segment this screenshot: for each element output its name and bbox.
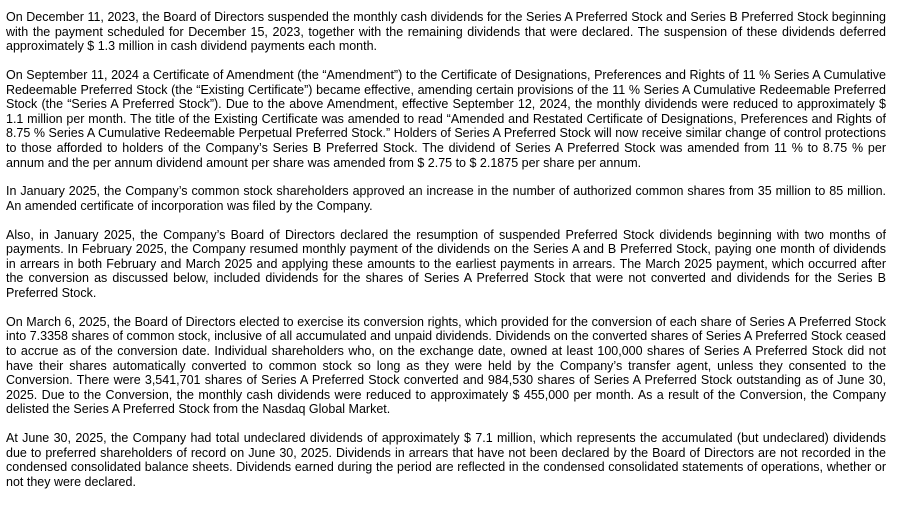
paragraph-dividend-suspension: On December 11, 2023, the Board of Directors suspended the monthly cash dividends for the Series A Preferred Stock and Series B Preferred Stock beginning with the payment scheduled for December 15, 2023, together with the remaining dividends that were declared. The suspension of these dividends deferred approximately $ 1.3 million in cash dividend payments each month. — [6, 10, 886, 54]
document-body — [6, 10, 886, 504]
paragraph-authorized-shares: In January 2025, the Company’s common stock shareholders approved an increase in the number of authorized common shares from 35 million to 85 million. An amended certificate of incorporation was filed by the Company. — [6, 184, 886, 213]
paragraph-certificate-amendment: On September 11, 2024 a Certificate of Amendment (the “Amendment”) to the Certificate of Designations, Preferences and Rights of 11 % Series A Cumulative Redeemable Preferred Stock (the “Existing Certificate”) became effective, amending certain provisions of the 11 % Series A Cumulative Redeemable Preferred Stock (the “Series A Preferred Stock”). Due to the above Amendment, effective September 12, 2024, the monthly dividends were reduced to approximately $ 1.1 million per month. The title of the Existing Certificate was amended to read “Amended and Restated Certificate of Designations, Preferences and Rights of 8.75 % Series A Cumulative Redeemable Perpetual Preferred Stock.” Holders of Series A Preferred Stock will now receive similar change of control protections to those afforded to holders of the Company’s Series B Preferred Stock. The dividend of Series A Preferred Stock was amended from 11 % to 8.75 % per annum and the per annum dividend amount per share was amended from $ 2.75 to $ 2.1875 per share per annum. — [6, 67, 886, 170]
paragraph-dividend-resumption: Also, in January 2025, the Company’s Board of Directors declared the resumption of suspended Preferred Stock dividends beginning with two months of payments. In February 2025, the Company resumed monthly payment of the dividends on the Series A and B Preferred Stock, paying one month of dividends in arrears in both February and March 2025 and applying these amounts to the earliest payments in arrears. The March 2025 payment, which occurred after the conversion as discussed below, included dividends for the shares of Series A Preferred Stock that were not converted and dividends for the Series B Preferred Stock. — [6, 227, 886, 301]
paragraph-conversion: On March 6, 2025, the Board of Directors elected to exercise its conversion rights, which provided for the conversion of each share of Series A Preferred Stock into 7.3358 shares of common stock, inclusive of all accumulated and unpaid dividends. Dividends on the converted shares of Series A Preferred Stock ceased to accrue as of the conversion date. Individual shareholders who, on the exchange date, owned at least 100,000 shares of Series A Preferred Stock did not have their shares automatically converted to common stock so long as they were held by the Company’s transfer agent, unless they consented to the Conversion. There were 3,541,701 shares of Series A Preferred Stock converted and 984,530 shares of Series A Preferred Stock outstanding as of June 30, 2025. Due to the Conversion, the monthly cash dividends were reduced to approximately $ 455,000 per month. As a result of the Conversion, the Company delisted the Series A Preferred Stock from the Nasdaq Global Market. — [6, 314, 886, 417]
paragraph-undeclared-dividends: At June 30, 2025, the Company had total undeclared dividends of approximately $ 7.1 million, which represents the accumulated (but undeclared) dividends due to preferred shareholders of record on June 30, 2025. Dividends in arrears that have not been declared by the Board of Directors are not recorded in the condensed consolidated balance sheets. Dividends earned during the period are reflected in the condensed consolidated statements of operations, whether or not they were declared. — [6, 431, 886, 489]
